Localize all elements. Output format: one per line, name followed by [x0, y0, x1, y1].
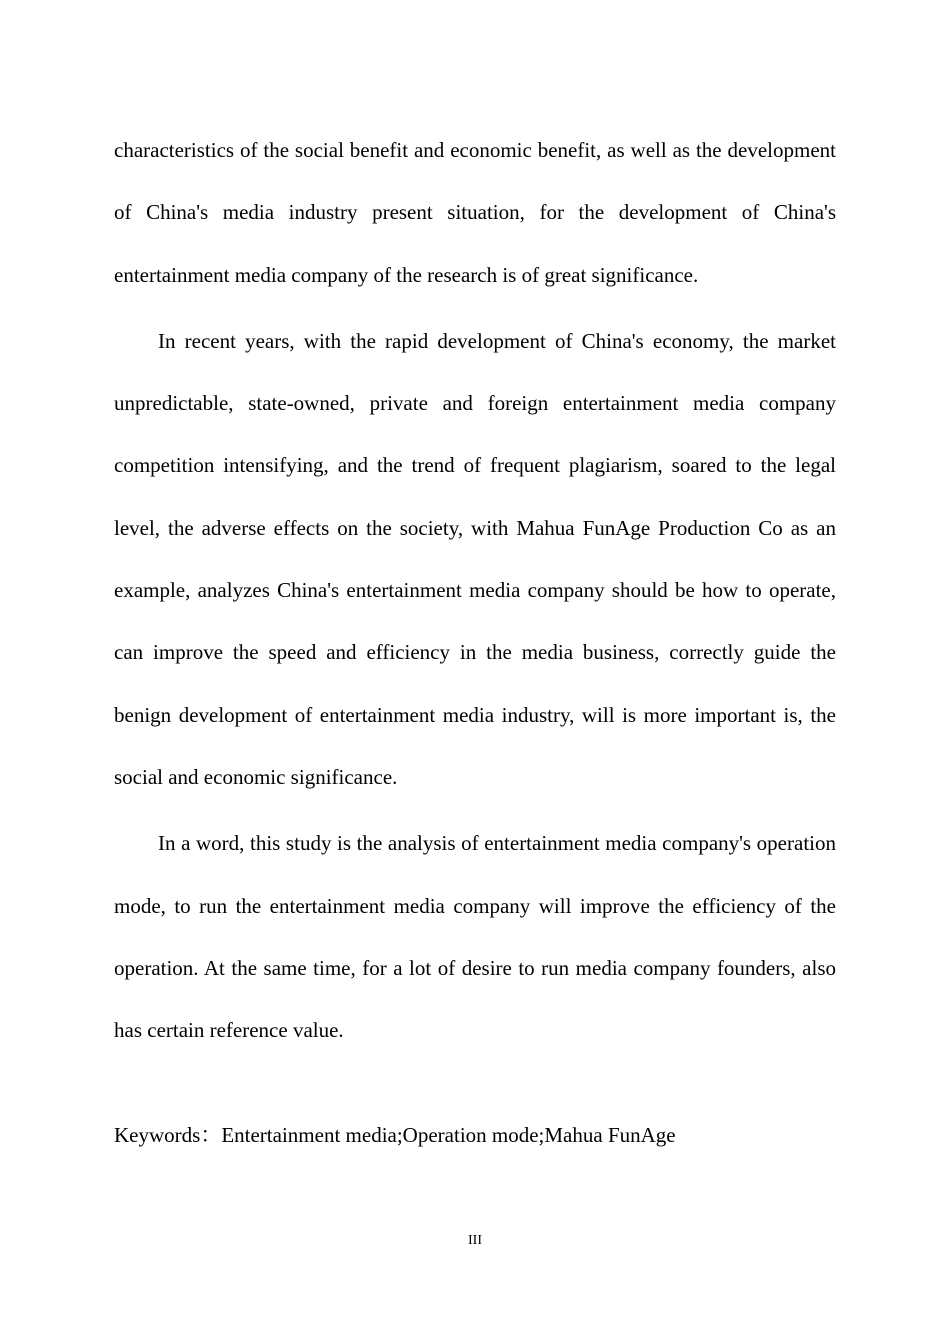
abstract-body — [114, 119, 836, 1065]
page-number: III — [468, 1233, 482, 1248]
keywords-value: Entertainment media;Operation mode;Mahua FunAge — [221, 1123, 676, 1147]
keywords-line — [114, 1118, 836, 1152]
paragraph-recent-years: In recent years, with the rapid development of China's economy, the market unpredictable, state-owned, private and foreign entertainment media company competition intensifying, and the trend of frequent plagiarism, soared to the legal level, the adverse effects on the society, with Mahua FunAge Production Co as an example, analyzes China's entertainment media company should be how to operate, can improve the speed and efficiency in the media business, correctly guide the benign development of entertainment media industry, will is more important is, the social and economic significance. — [114, 328, 836, 789]
paragraph-in-a-word: In a word, this study is the analysis of entertainment media company's operation mode, to run the entertainment media company will improve the efficiency of the operation. At the same time, for a lot of desire to run media company founders, also has certain reference value. — [114, 831, 836, 1043]
keywords-label: Keywords： — [114, 1123, 222, 1147]
paragraph-continued: characteristics of the social benefit and economic benefit, as well as the development of China's media industry present situation, for the development of China's entertainment media company of the research is of great significance. — [114, 138, 836, 287]
